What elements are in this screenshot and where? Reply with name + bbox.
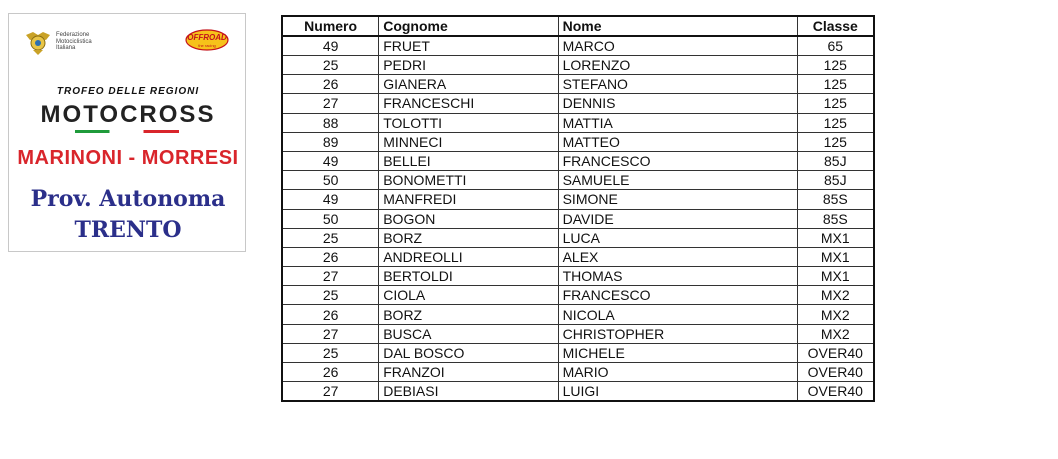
fmi-line: Motociclistica — [56, 38, 92, 45]
table-row — [282, 324, 874, 343]
cell-classe: OVER40 — [797, 382, 874, 402]
table-row — [282, 56, 874, 75]
cell-numero: 25 — [282, 286, 379, 305]
cell-nome: CHRISTOPHER — [558, 324, 797, 343]
cell-cognome: TOLOTTI — [379, 113, 558, 132]
fmi-line: Italiana — [56, 45, 76, 51]
cell-classe: MX1 — [797, 247, 874, 266]
cell-numero: 49 — [282, 190, 379, 209]
cell-classe: MX2 — [797, 305, 874, 324]
cell-numero: 26 — [282, 305, 379, 324]
cell-cognome: BORZ — [379, 305, 558, 324]
cell-classe: OVER40 — [797, 343, 874, 362]
header-classe: Classe — [797, 16, 874, 36]
cell-numero: 25 — [282, 343, 379, 362]
cell-nome: MATTEO — [558, 132, 797, 151]
cell-cognome: BUSCA — [379, 324, 558, 343]
cell-classe: MX2 — [797, 286, 874, 305]
cell-numero: 26 — [282, 247, 379, 266]
cell-nome: LUCA — [558, 228, 797, 247]
sponsor-title: MARINONI - MORRESI — [17, 147, 239, 169]
cell-classe: 85J — [797, 151, 874, 170]
table-row — [282, 151, 874, 170]
cell-numero: 27 — [282, 267, 379, 286]
cell-classe: 85J — [797, 171, 874, 190]
cell-numero: 49 — [282, 36, 379, 56]
cell-classe: 125 — [797, 56, 874, 75]
cell-nome: DAVIDE — [558, 209, 797, 228]
cell-nome: MICHELE — [558, 343, 797, 362]
cell-cognome: FRANCESCHI — [379, 94, 558, 113]
cell-cognome: ANDREOLLI — [379, 247, 558, 266]
cell-cognome: FRANZOI — [379, 363, 558, 382]
table-row — [282, 247, 874, 266]
cell-nome: LORENZO — [558, 56, 797, 75]
cell-nome: STEFANO — [558, 75, 797, 94]
cell-cognome: DEBIASI — [379, 382, 558, 402]
cell-nome: THOMAS — [558, 267, 797, 286]
cell-numero: 50 — [282, 171, 379, 190]
table-row — [282, 305, 874, 324]
cell-cognome: BOGON — [379, 209, 558, 228]
cell-cognome: BORZ — [379, 228, 558, 247]
trofeo-title: TROFEO DELLE REGIONI — [56, 86, 200, 97]
cell-classe: 85S — [797, 190, 874, 209]
table-row — [282, 171, 874, 190]
cell-numero: 27 — [282, 324, 379, 343]
cell-classe: 125 — [797, 75, 874, 94]
table-row — [282, 382, 874, 402]
cell-classe: 65 — [797, 36, 874, 56]
cell-nome: FRANCESCO — [558, 286, 797, 305]
cell-cognome: MINNECI — [379, 132, 558, 151]
cell-nome: ALEX — [558, 247, 797, 266]
table-row — [282, 113, 874, 132]
offroad-label: OFFROAD — [187, 33, 227, 42]
header-cognome: Cognome — [379, 16, 558, 36]
cell-nome: MARIO — [558, 363, 797, 382]
cell-nome: FRANCESCO — [558, 151, 797, 170]
cell-nome: NICOLA — [558, 305, 797, 324]
table-row — [282, 228, 874, 247]
table-row — [282, 190, 874, 209]
offroad-sub: the racing — [198, 43, 216, 48]
cell-numero: 25 — [282, 228, 379, 247]
cell-nome: DENNIS — [558, 94, 797, 113]
table-header-row — [282, 16, 874, 36]
cell-nome: MARCO — [558, 36, 797, 56]
table-row — [282, 75, 874, 94]
cell-cognome: BERTOLDI — [379, 267, 558, 286]
cell-classe: 125 — [797, 132, 874, 151]
fmi-line: Federazione — [56, 32, 90, 38]
cell-cognome: MANFREDI — [379, 190, 558, 209]
fmi-text — [56, 32, 92, 52]
cell-numero: 88 — [282, 113, 379, 132]
table-row — [282, 343, 874, 362]
cell-nome: LUIGI — [558, 382, 797, 402]
cell-cognome: BONOMETTI — [379, 171, 558, 190]
motocross-title: MOTOCROSS — [40, 101, 216, 128]
region-line-2: TRENTO — [74, 217, 182, 243]
riders-table — [281, 15, 875, 402]
cell-classe: 125 — [797, 113, 874, 132]
cell-cognome: GIANERA — [379, 75, 558, 94]
table-row — [282, 132, 874, 151]
cell-numero: 89 — [282, 132, 379, 151]
cell-numero: 27 — [282, 94, 379, 113]
cell-cognome: DAL BOSCO — [379, 343, 558, 362]
cell-nome: MATTIA — [558, 113, 797, 132]
cell-numero: 26 — [282, 363, 379, 382]
table-row — [282, 286, 874, 305]
italian-flag-stripe — [75, 130, 179, 133]
table-row — [282, 363, 874, 382]
cell-numero: 50 — [282, 209, 379, 228]
cell-classe: OVER40 — [797, 363, 874, 382]
cell-classe: MX1 — [797, 267, 874, 286]
cell-nome: SIMONE — [558, 190, 797, 209]
cell-numero: 49 — [282, 151, 379, 170]
cell-cognome: FRUET — [379, 36, 558, 56]
cell-classe: 85S — [797, 209, 874, 228]
cell-nome: SAMUELE — [558, 171, 797, 190]
table-row — [282, 209, 874, 228]
cell-numero: 26 — [282, 75, 379, 94]
cell-classe: MX2 — [797, 324, 874, 343]
cell-classe: MX1 — [797, 228, 874, 247]
header-nome: Nome — [558, 16, 797, 36]
cell-cognome: BELLEI — [379, 151, 558, 170]
cell-numero: 27 — [282, 382, 379, 402]
cell-classe: 125 — [797, 94, 874, 113]
cell-numero: 25 — [282, 56, 379, 75]
table-row — [282, 267, 874, 286]
cell-cognome: CIOLA — [379, 286, 558, 305]
header-numero: Numero — [282, 16, 379, 36]
region-line-1: Prov. Autonoma — [30, 186, 226, 212]
fmi-emblem-icon — [23, 26, 53, 56]
cell-cognome: PEDRI — [379, 56, 558, 75]
event-logo-card — [8, 13, 246, 252]
table-row — [282, 36, 874, 56]
table-row — [282, 94, 874, 113]
